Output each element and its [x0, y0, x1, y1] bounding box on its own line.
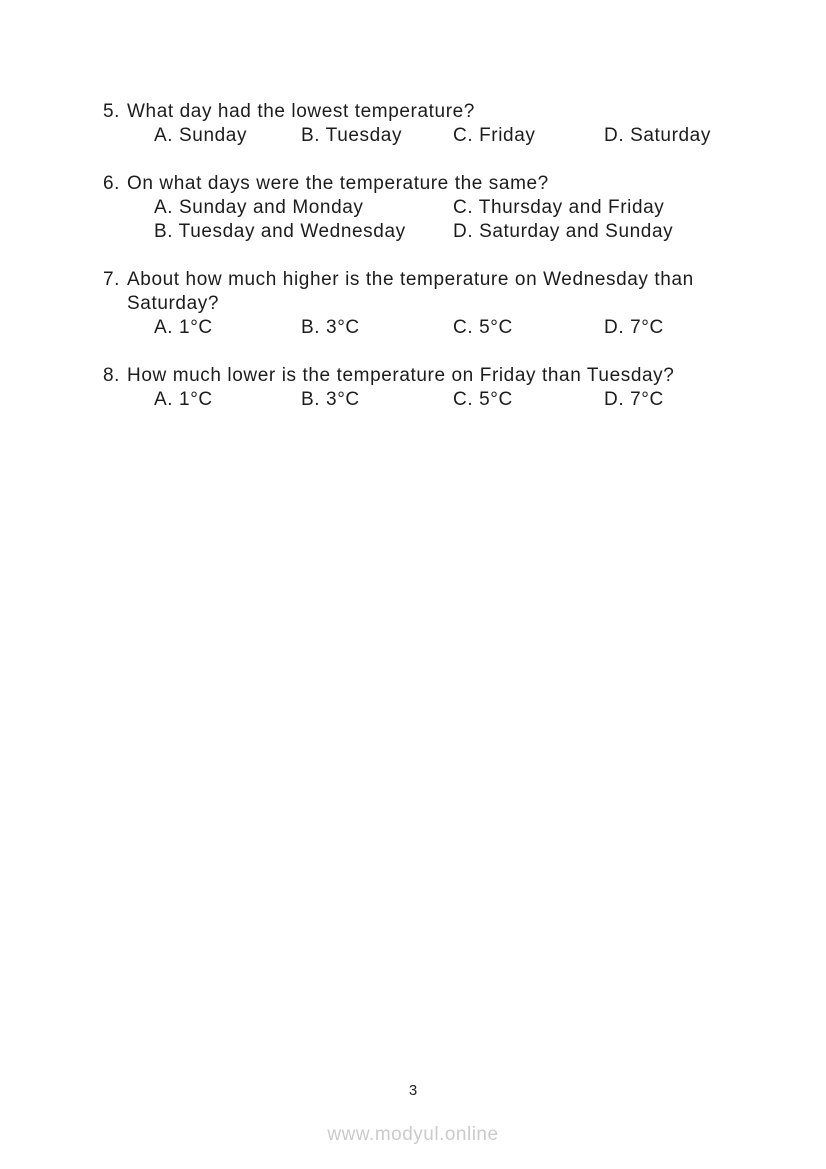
question-text-line-1: About how much higher is the temperature on Wednesday than: [127, 269, 694, 290]
options-row: [154, 196, 763, 220]
option-label-d: D. Saturday and Sunday: [453, 221, 674, 242]
question-number: 6.: [103, 173, 121, 194]
option-label-b: B. Tuesday: [301, 125, 403, 146]
option-label-a: A. 1°C: [154, 389, 213, 410]
question-text: What day had the lowest temperature?: [127, 101, 475, 122]
question-text: How much lower is the temperature on Friday than Tuesday?: [127, 365, 675, 386]
question-item-8: [103, 364, 763, 412]
options-group: [127, 124, 763, 148]
options-row: [154, 124, 763, 148]
question-item-5: [103, 100, 763, 148]
option-label-a: A. Sunday: [154, 125, 248, 146]
option-label-c: C. 5°C: [453, 317, 513, 338]
question-body: [127, 100, 763, 148]
question-text-line-2: Saturday?: [127, 293, 220, 314]
options-row: [154, 220, 763, 244]
question-item-6: [103, 172, 763, 244]
question-text: On what days were the temperature the same?: [127, 173, 549, 194]
option-label-c: C. Friday: [453, 125, 536, 146]
option-label-b: B. 3°C: [301, 317, 360, 338]
options-group: [127, 316, 763, 340]
options-group: [127, 388, 763, 412]
option-label-b: B. 3°C: [301, 389, 360, 410]
options-row: [154, 388, 763, 412]
question-number: 8.: [103, 365, 121, 386]
option-label-d: D. 7°C: [604, 317, 664, 338]
option-label-c: C. 5°C: [453, 389, 513, 410]
option-label-d: D. Saturday: [604, 125, 711, 146]
question-number: 7.: [103, 269, 121, 290]
question-number: 5.: [103, 101, 121, 122]
question-item-7: [103, 268, 763, 340]
option-label-d: D. 7°C: [604, 389, 664, 410]
options-group: [127, 196, 763, 244]
questions-list: [103, 100, 763, 412]
option-label-a: A. 1°C: [154, 317, 213, 338]
page-number: 3: [408, 1082, 418, 1099]
question-body: [127, 268, 763, 340]
question-body: [127, 364, 763, 412]
options-row: [154, 316, 763, 340]
footer-watermark: www.modyul.online: [327, 1124, 499, 1145]
option-label-a: A. Sunday and Monday: [154, 197, 364, 218]
option-label-c: C. Thursday and Friday: [453, 197, 665, 218]
question-body: [127, 172, 763, 244]
option-label-b: B. Tuesday and Wednesday: [154, 221, 406, 242]
